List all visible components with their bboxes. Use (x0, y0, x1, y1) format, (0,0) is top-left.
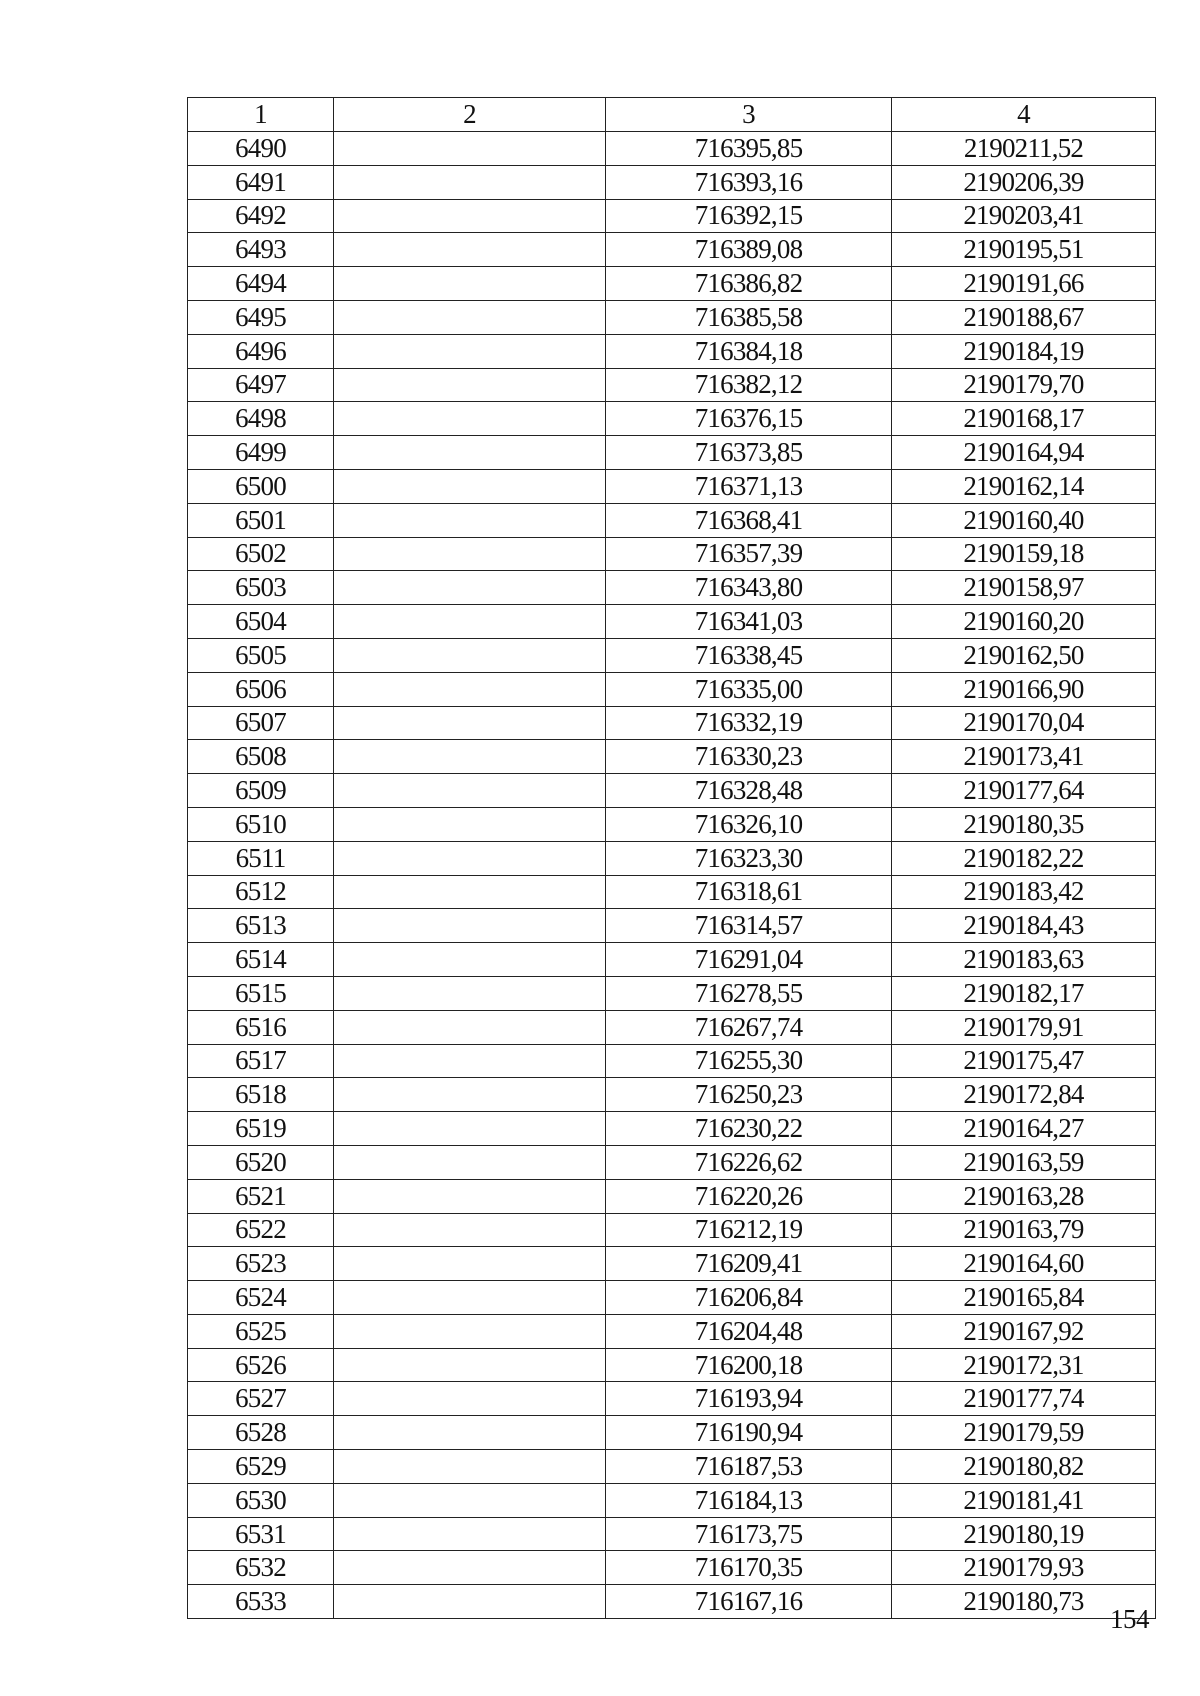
x-coordinate-cell: 716220,26 (606, 1179, 892, 1213)
y-coordinate-cell: 2190183,42 (892, 875, 1156, 909)
point-number-cell: 6514 (188, 943, 334, 977)
point-number-cell: 6523 (188, 1247, 334, 1281)
point-number-cell: 6498 (188, 402, 334, 436)
description-cell (334, 1010, 606, 1044)
y-coordinate-cell: 2190177,64 (892, 774, 1156, 808)
y-coordinate-cell: 2190165,84 (892, 1281, 1156, 1315)
x-coordinate-cell: 716332,19 (606, 706, 892, 740)
point-number-cell: 6530 (188, 1483, 334, 1517)
point-number-cell: 6515 (188, 976, 334, 1010)
point-number-cell: 6499 (188, 436, 334, 470)
table-row (188, 436, 1156, 470)
description-cell (334, 943, 606, 977)
header-cell-col4: 4 (892, 98, 1156, 132)
page-number: 154 (1110, 1604, 1149, 1634)
y-coordinate-cell: 2190179,70 (892, 368, 1156, 402)
description-cell (334, 571, 606, 605)
x-coordinate-cell: 716267,74 (606, 1010, 892, 1044)
y-coordinate-cell: 2190172,84 (892, 1078, 1156, 1112)
y-coordinate-cell: 2190180,73 (892, 1585, 1156, 1619)
table-row (188, 334, 1156, 368)
y-coordinate-cell: 2190179,91 (892, 1010, 1156, 1044)
table-row (188, 368, 1156, 402)
x-coordinate-cell: 716230,22 (606, 1112, 892, 1146)
y-coordinate-cell: 2190162,50 (892, 638, 1156, 672)
table-row (188, 1213, 1156, 1247)
y-coordinate-cell: 2190188,67 (892, 300, 1156, 334)
description-cell (334, 165, 606, 199)
x-coordinate-cell: 716187,53 (606, 1450, 892, 1484)
x-coordinate-cell: 716384,18 (606, 334, 892, 368)
x-coordinate-cell: 716314,57 (606, 909, 892, 943)
description-cell (334, 740, 606, 774)
table-row (188, 605, 1156, 639)
header-cell-col1: 1 (188, 98, 334, 132)
x-coordinate-cell: 716335,00 (606, 672, 892, 706)
x-coordinate-cell: 716341,03 (606, 605, 892, 639)
description-cell (334, 1078, 606, 1112)
table-row (188, 469, 1156, 503)
x-coordinate-cell: 716184,13 (606, 1483, 892, 1517)
description-cell (334, 976, 606, 1010)
table-row (188, 571, 1156, 605)
y-coordinate-cell: 2190184,19 (892, 334, 1156, 368)
table-row (188, 503, 1156, 537)
point-number-cell: 6520 (188, 1145, 334, 1179)
x-coordinate-cell: 716255,30 (606, 1044, 892, 1078)
point-number-cell: 6493 (188, 233, 334, 267)
table-row (188, 1382, 1156, 1416)
table-row (188, 1450, 1156, 1484)
point-number-cell: 6492 (188, 199, 334, 233)
y-coordinate-cell: 2190168,17 (892, 402, 1156, 436)
y-coordinate-cell: 2190180,82 (892, 1450, 1156, 1484)
y-coordinate-cell: 2190159,18 (892, 537, 1156, 571)
y-coordinate-cell: 2190170,04 (892, 706, 1156, 740)
description-cell (334, 537, 606, 571)
description-cell (334, 605, 606, 639)
y-coordinate-cell: 2190163,59 (892, 1145, 1156, 1179)
point-number-cell: 6491 (188, 165, 334, 199)
description-cell (334, 1517, 606, 1551)
description-cell (334, 1179, 606, 1213)
description-cell (334, 1551, 606, 1585)
table-row (188, 638, 1156, 672)
description-cell (334, 841, 606, 875)
y-coordinate-cell: 2190211,52 (892, 132, 1156, 166)
x-coordinate-cell: 716368,41 (606, 503, 892, 537)
point-number-cell: 6526 (188, 1348, 334, 1382)
x-coordinate-cell: 716190,94 (606, 1416, 892, 1450)
point-number-cell: 6527 (188, 1382, 334, 1416)
y-coordinate-cell: 2190164,94 (892, 436, 1156, 470)
x-coordinate-cell: 716226,62 (606, 1145, 892, 1179)
point-number-cell: 6524 (188, 1281, 334, 1315)
x-coordinate-cell: 716393,16 (606, 165, 892, 199)
description-cell (334, 1314, 606, 1348)
table-row (188, 233, 1156, 267)
description-cell (334, 909, 606, 943)
table-row (188, 976, 1156, 1010)
x-coordinate-cell: 716385,58 (606, 300, 892, 334)
table-row (188, 402, 1156, 436)
y-coordinate-cell: 2190160,20 (892, 605, 1156, 639)
y-coordinate-cell: 2190179,93 (892, 1551, 1156, 1585)
x-coordinate-cell: 716386,82 (606, 267, 892, 301)
description-cell (334, 1281, 606, 1315)
x-coordinate-cell: 716389,08 (606, 233, 892, 267)
description-cell (334, 402, 606, 436)
description-cell (334, 1382, 606, 1416)
point-number-cell: 6507 (188, 706, 334, 740)
y-coordinate-cell: 2190203,41 (892, 199, 1156, 233)
point-number-cell: 6494 (188, 267, 334, 301)
point-number-cell: 6496 (188, 334, 334, 368)
description-cell (334, 300, 606, 334)
table-row (188, 537, 1156, 571)
y-coordinate-cell: 2190191,66 (892, 267, 1156, 301)
x-coordinate-cell: 716250,23 (606, 1078, 892, 1112)
point-number-cell: 6497 (188, 368, 334, 402)
description-cell (334, 132, 606, 166)
table-row (188, 1179, 1156, 1213)
x-coordinate-cell: 716318,61 (606, 875, 892, 909)
y-coordinate-cell: 2190167,92 (892, 1314, 1156, 1348)
x-coordinate-cell: 716291,04 (606, 943, 892, 977)
point-number-cell: 6500 (188, 469, 334, 503)
description-cell (334, 774, 606, 808)
y-coordinate-cell: 2190184,43 (892, 909, 1156, 943)
point-number-cell: 6532 (188, 1551, 334, 1585)
x-coordinate-cell: 716212,19 (606, 1213, 892, 1247)
point-number-cell: 6510 (188, 807, 334, 841)
table-row (188, 1078, 1156, 1112)
point-number-cell: 6529 (188, 1450, 334, 1484)
point-number-cell: 6509 (188, 774, 334, 808)
table-row (188, 807, 1156, 841)
description-cell (334, 1483, 606, 1517)
x-coordinate-cell: 716204,48 (606, 1314, 892, 1348)
description-cell (334, 1145, 606, 1179)
table-row (188, 740, 1156, 774)
point-number-cell: 6521 (188, 1179, 334, 1213)
x-coordinate-cell: 716193,94 (606, 1382, 892, 1416)
coordinates-table (187, 97, 1156, 1619)
point-number-cell: 6518 (188, 1078, 334, 1112)
table-row (188, 1010, 1156, 1044)
point-number-cell: 6508 (188, 740, 334, 774)
point-number-cell: 6511 (188, 841, 334, 875)
x-coordinate-cell: 716392,15 (606, 199, 892, 233)
description-cell (334, 1585, 606, 1619)
description-cell (334, 1348, 606, 1382)
x-coordinate-cell: 716376,15 (606, 402, 892, 436)
table-row (188, 774, 1156, 808)
y-coordinate-cell: 2190180,19 (892, 1517, 1156, 1551)
y-coordinate-cell: 2190158,97 (892, 571, 1156, 605)
description-cell (334, 1247, 606, 1281)
x-coordinate-cell: 716343,80 (606, 571, 892, 605)
x-coordinate-cell: 716200,18 (606, 1348, 892, 1382)
description-cell (334, 1044, 606, 1078)
table-row (188, 1044, 1156, 1078)
point-number-cell: 6531 (188, 1517, 334, 1551)
x-coordinate-cell: 716357,39 (606, 537, 892, 571)
y-coordinate-cell: 2190177,74 (892, 1382, 1156, 1416)
table-row (188, 1483, 1156, 1517)
table-row (188, 1112, 1156, 1146)
y-coordinate-cell: 2190195,51 (892, 233, 1156, 267)
x-coordinate-cell: 716330,23 (606, 740, 892, 774)
table-row (188, 165, 1156, 199)
table-header-row (188, 98, 1156, 132)
point-number-cell: 6501 (188, 503, 334, 537)
table-row (188, 672, 1156, 706)
description-cell (334, 436, 606, 470)
table-row (188, 1281, 1156, 1315)
y-coordinate-cell: 2190162,14 (892, 469, 1156, 503)
x-coordinate-cell: 716395,85 (606, 132, 892, 166)
table-row (188, 199, 1156, 233)
x-coordinate-cell: 716323,30 (606, 841, 892, 875)
point-number-cell: 6506 (188, 672, 334, 706)
description-cell (334, 503, 606, 537)
table-row (188, 1145, 1156, 1179)
table-row (188, 267, 1156, 301)
x-coordinate-cell: 716278,55 (606, 976, 892, 1010)
x-coordinate-cell: 716206,84 (606, 1281, 892, 1315)
point-number-cell: 6522 (188, 1213, 334, 1247)
y-coordinate-cell: 2190175,47 (892, 1044, 1156, 1078)
point-number-cell: 6525 (188, 1314, 334, 1348)
coordinates-table-body (188, 98, 1156, 1619)
table-row (188, 1416, 1156, 1450)
y-coordinate-cell: 2190163,28 (892, 1179, 1156, 1213)
x-coordinate-cell: 716326,10 (606, 807, 892, 841)
y-coordinate-cell: 2190179,59 (892, 1416, 1156, 1450)
header-cell-col3: 3 (606, 98, 892, 132)
description-cell (334, 334, 606, 368)
x-coordinate-cell: 716173,75 (606, 1517, 892, 1551)
point-number-cell: 6519 (188, 1112, 334, 1146)
description-cell (334, 233, 606, 267)
y-coordinate-cell: 2190182,17 (892, 976, 1156, 1010)
table-row (188, 1585, 1156, 1619)
table-row (188, 875, 1156, 909)
y-coordinate-cell: 2190172,31 (892, 1348, 1156, 1382)
y-coordinate-cell: 2190183,63 (892, 943, 1156, 977)
description-cell (334, 469, 606, 503)
description-cell (334, 875, 606, 909)
table-row (188, 841, 1156, 875)
point-number-cell: 6512 (188, 875, 334, 909)
table-row (188, 706, 1156, 740)
point-number-cell: 6516 (188, 1010, 334, 1044)
x-coordinate-cell: 716209,41 (606, 1247, 892, 1281)
x-coordinate-cell: 716382,12 (606, 368, 892, 402)
point-number-cell: 6495 (188, 300, 334, 334)
description-cell (334, 706, 606, 740)
table-row (188, 943, 1156, 977)
point-number-cell: 6503 (188, 571, 334, 605)
x-coordinate-cell: 716338,45 (606, 638, 892, 672)
description-cell (334, 807, 606, 841)
y-coordinate-cell: 2190164,27 (892, 1112, 1156, 1146)
header-cell-col2: 2 (334, 98, 606, 132)
point-number-cell: 6502 (188, 537, 334, 571)
y-coordinate-cell: 2190173,41 (892, 740, 1156, 774)
x-coordinate-cell: 716373,85 (606, 436, 892, 470)
point-number-cell: 6504 (188, 605, 334, 639)
y-coordinate-cell: 2190180,35 (892, 807, 1156, 841)
point-number-cell: 6517 (188, 1044, 334, 1078)
y-coordinate-cell: 2190164,60 (892, 1247, 1156, 1281)
table-row (188, 132, 1156, 166)
point-number-cell: 6490 (188, 132, 334, 166)
description-cell (334, 1416, 606, 1450)
description-cell (334, 1112, 606, 1146)
point-number-cell: 6505 (188, 638, 334, 672)
y-coordinate-cell: 2190160,40 (892, 503, 1156, 537)
table-row (188, 1517, 1156, 1551)
x-coordinate-cell: 716371,13 (606, 469, 892, 503)
table-row (188, 300, 1156, 334)
point-number-cell: 6528 (188, 1416, 334, 1450)
point-number-cell: 6513 (188, 909, 334, 943)
x-coordinate-cell: 716167,16 (606, 1585, 892, 1619)
x-coordinate-cell: 716170,35 (606, 1551, 892, 1585)
y-coordinate-cell: 2190181,41 (892, 1483, 1156, 1517)
y-coordinate-cell: 2190166,90 (892, 672, 1156, 706)
table-row (188, 1247, 1156, 1281)
point-number-cell: 6533 (188, 1585, 334, 1619)
table-row (188, 1551, 1156, 1585)
y-coordinate-cell: 2190206,39 (892, 165, 1156, 199)
description-cell (334, 672, 606, 706)
description-cell (334, 1450, 606, 1484)
description-cell (334, 638, 606, 672)
description-cell (334, 267, 606, 301)
y-coordinate-cell: 2190163,79 (892, 1213, 1156, 1247)
description-cell (334, 368, 606, 402)
table-row (188, 1348, 1156, 1382)
x-coordinate-cell: 716328,48 (606, 774, 892, 808)
table-row (188, 909, 1156, 943)
description-cell (334, 199, 606, 233)
table-row (188, 1314, 1156, 1348)
y-coordinate-cell: 2190182,22 (892, 841, 1156, 875)
description-cell (334, 1213, 606, 1247)
